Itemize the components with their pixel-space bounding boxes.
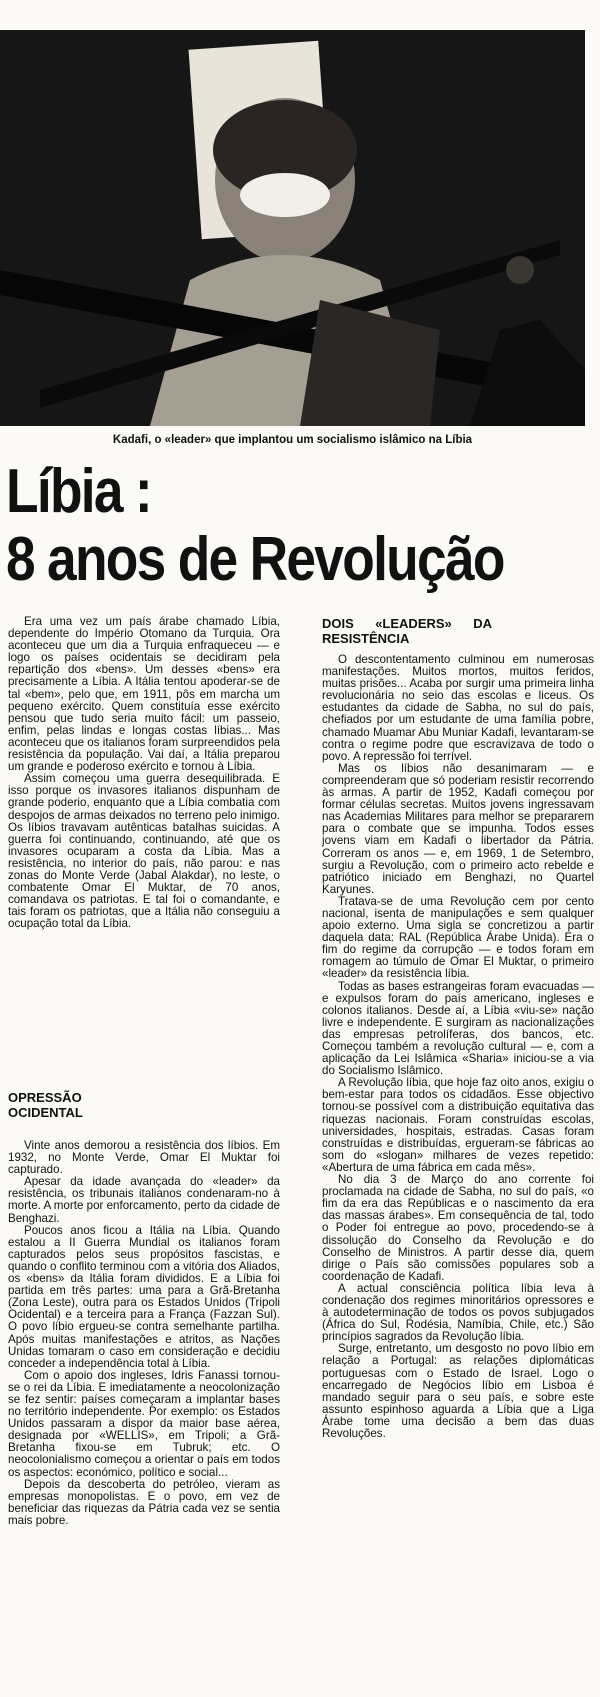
kadafi-photo xyxy=(0,30,585,426)
photo-caption: Kadafi, o «leader» que implantou um socialismo islâmico na Líbia xyxy=(112,434,473,446)
headline-line-1: Líbia : xyxy=(6,457,151,526)
body-paragraph: Com o apoio dos ingleses, Idris Fanassi tornou-se o rei da Líbia. E imediatamente a neocolonização se fez sentir: países começaram a implantar bases no território independente. Por exemplo: os Estados Unidos passaram a dispor da maior base aérea, designada por «WELLIS», em Tripoli; a Grã-Bretanha fixou-se em Tubruk; etc. O neocolonialismo começou a orientar o país em todos os aspectos: económico, político e social... xyxy=(8,1368,280,1479)
headline-line-2: 8 anos de Revolução xyxy=(6,525,504,594)
body-paragraph: Tratava-se de uma Revolução cem por cento nacional, isenta de manipulações e sem qualquer apoio externo. Uma sigla se concretizou a partir daquela data: RAL (República Árabe Unida). Era o fim do regime da corrupção — e todos foram em romagem ao túmulo de Omar El Muktar, o primeiro «leader» da resistência líbia. xyxy=(322,894,594,981)
subheading-opressao: OPRESSÃO OCIDENTAL xyxy=(8,1090,83,1120)
body-paragraph: Depois da descoberta do petróleo, vieram as empresas monopolistas. E o povo, em vez de beneficiar das riquezas da Pátria cada vez se sentia mais pobre. xyxy=(8,1477,280,1527)
body-paragraph: Era uma vez um país árabe chamado Líbia, dependente do Império Otomano da Turquia. Ora aconteceu que um dia a Turquia enfraqueceu — e logo os países ocidentais se decidiram pela repartição dos «bens». Um desses «bens» era precisamente a Líbia. A Itália tentou apoderar-se de tal «bem», pelo que, em 1911, pôs em marcha um pequeno exército. Quem constituía esse exército pensou que tudo seria muito fácil: um passeio, enfim, pelas lindas e longas costas líbias... Mas aconteceu que os italianos foram surpreendidos pela resistência da população. Vai daí, a Itália preparou um grande e poderoso exército e tornou à Líbia. xyxy=(8,615,280,774)
body-paragraph: Mas os líbios não desanimaram — e compreenderam que só poderiam resistir recorrendo às armas. A partir de 1952, Kadafi começou por formar células secretas. Muitos jovens ingressavam nas Academias Militares para melhor se prepararem para o combate que se impunha. Todos esses jovens viam em Kadafi o libertador da Pátria. Correram os anos — e, em 1969, 1 de Setembro, surgiu a Revolução, com o primeiro acto rebelde e patriótico iniciado em Benghazi, no Quartel Karyunes. xyxy=(322,761,594,896)
photo-illustration xyxy=(0,30,585,426)
body-paragraph: A Revolução líbia, que hoje faz oito anos, exigiu o bem-estar para todos os cidadãos. Esse objectivo tornou-se possível com a distribuição equitativa das riquezas nacionais. Foram construídas escolas, universidades, hospitais, estradas. Casas foram construídas e distribuídas, ergueram-se fábricas ao som do «slogan» milhares de vezes repetido: «Abertura de uma fábrica em cada mês». xyxy=(322,1076,594,1174)
body-paragraph: No dia 3 de Março do ano corrente foi proclamada na cidade de Sabha, no sul do país, «o fim da era das Repúblicas e o nascimento da era das massas árabes». Em consequência de tal, todo o Poder foi entregue ao povo, procedendo-se à dissolução do Conselho da Revolução e do Conselho de Ministros. A partir desse dia, quem dirige o País são comissões populares sob a coordenação de Kadafi. xyxy=(322,1173,594,1283)
body-paragraph: Todas as bases estrangeiras foram evacuadas — e expulsos foram do país americano, ingleses e colonos italianos. Desde aí, a Líbia «viu-se» nação livre e independente. E surgiram as nacionalizações das empresas petrolíferas, dos bancos, etc. Começou também a revolução cultural — e, com a aplicação da Lei Islâmica «Sharia» iniciou-se a via do Socialismo Islâmico. xyxy=(322,979,594,1078)
body-paragraph: Apesar da idade avançada do «leader» da resistência, os tribunais italianos condenaram-no à morte. A morte por enforcamento, perto da cidade de Benghazi. xyxy=(8,1175,280,1225)
body-paragraph: Surge, entretanto, um desgosto no povo líbio em relação a Portugal: as relações diplomáticas portuguesas com o Estado de Israel. Logo o encarregado de Negócios líbio em Lisboa é mandado seguir para o seu país, e sobre este assunto espinhoso aguarda a Líbia que a Liga Árabe tome uma decisão a bem das duas Revoluções. xyxy=(322,1342,594,1440)
body-paragraph: O descontentamento culminou em numerosas manifestações. Muitos mortos, muitos feridos, muitas prisões... Acaba por surgir uma primeira linha revolucionária no seio das escolas e liceus. Os estudantes da cidade de Sabha, no sul do país, chefiados por um estudante de uma família pobre, chamado Muamar Abu Muniar Kadafi, levantaram-se contra o regime podre que escravizava de todo o povo. A repressão foi terrível. xyxy=(322,653,594,763)
body-paragraph: Poucos anos ficou a Itália na Líbia. Quando estalou a II Guerra Mundial os italianos foram capturados pelos seus propósitos fascistas, e quando o conflito terminou com a vitória dos Aliados, os «bens» da Itália foram divididos. E a Líbia foi partida em três partes: uma para a Grã-Bretanha (Zona Leste), outra para os Estados Unidos (Tripoli Ocidental) e a terceira para a França (Fazzan Sul). O povo líbio ergueu-se contra semelhante partilha. Após muitas manifestações e atritos, as Nações Unidas tomaram o caso em consideração e decidiu conceder a independência total à Líbia. xyxy=(8,1223,280,1370)
body-paragraph: Assim começou uma guerra desequilibrada. E isso porque os invasores italianos dispunham de grande poderio, enquanto que a Líbia combatia com despojos de armas deixados no terreno pelo inimigo. Os líbios travavam autênticas batalhas suicidas. A guerra foi continuando, continuando, até que os invasores ocuparam a costa da Líbia. Mas a resistência, no interior do país, não parou: e nas zonas do Monte Verde (Jabal Alakdar), no leste, o combatente Omar El Muktar, de 70 anos, comandava os patriotas. E tal foi o comandante, e tais foram os patriotas, que a Itália não conseguiu a ocupação total da Líbia. xyxy=(8,772,280,931)
body-paragraph: Vinte anos demorou a resistência dos líbios. Em 1932, no Monte Verde, Omar El Muktar foi capturado. xyxy=(8,1139,280,1177)
subheading-dois-leaders: DOIS «LEADERS» DA RESISTÊNCIA xyxy=(322,616,492,646)
left-column-body xyxy=(8,1090,280,1527)
headline xyxy=(6,458,504,594)
left-column-intro xyxy=(8,616,280,930)
right-column xyxy=(322,616,594,1440)
body-paragraph: A actual consciência política líbia leva à condenação dos regimes minoritários opressores e à autodeterminação de todos os povos subjugados (África do Sul, Rodésia, Namíbia, Chile, etc.) São princípios sagrados da Revolução líbia. xyxy=(322,1281,594,1344)
